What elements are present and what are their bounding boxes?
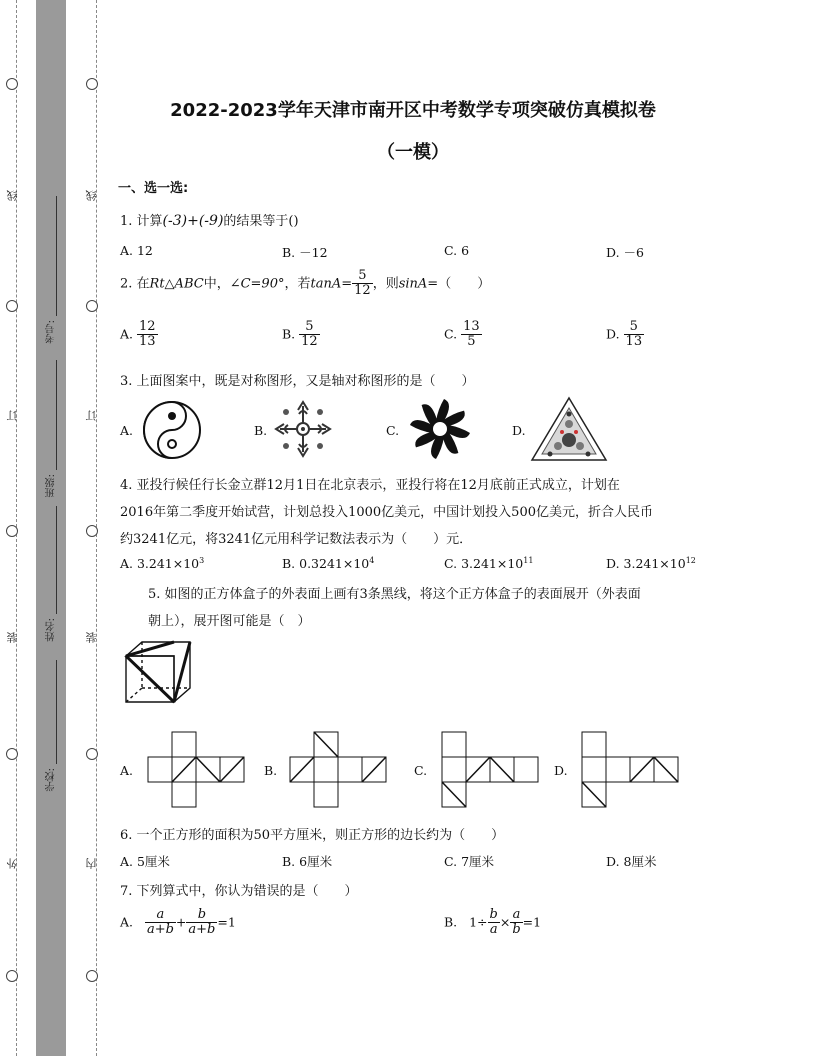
q2-sin: sinA=: [398, 276, 439, 292]
frac-num: 13: [463, 319, 480, 334]
section-heading: 一、选一选:: [118, 181, 189, 196]
q1-option-d: D. －6: [606, 245, 644, 260]
equals: =1: [217, 914, 236, 930]
floral-cross-figure: [270, 398, 336, 460]
binding-hole: [6, 525, 18, 537]
page-subtitle: （一模）: [377, 142, 449, 163]
equals: =1: [522, 914, 542, 930]
frac-den: a: [489, 922, 498, 938]
field-label-name: 姓名:: [46, 618, 57, 642]
q7-option-a: [120, 908, 236, 938]
q6-option-c: C. 7厘米: [444, 854, 495, 869]
opt-exponent: 3: [199, 556, 205, 565]
opt-fraction: [186, 908, 217, 938]
binding-hole: [86, 78, 98, 90]
q3-label-a: A.: [120, 423, 134, 438]
q5-label-c: C.: [414, 763, 428, 778]
q2-tan: tanA=: [310, 276, 353, 292]
binding-hole: [86, 970, 98, 982]
q2-text-c: ，若: [284, 276, 311, 292]
q3-label-b: B.: [254, 423, 268, 438]
field-label-school: 学校:: [46, 768, 57, 792]
outer-char-wai: 外: [6, 858, 19, 869]
field-label-class: 班级:: [46, 474, 57, 498]
q3-label-d: D.: [512, 423, 526, 438]
q2-triangle: Rt△ABC: [149, 276, 204, 292]
opt-fraction: [510, 908, 522, 938]
binding-hole: [6, 300, 18, 312]
frac-den: 13: [139, 334, 156, 350]
cube-figure: [124, 640, 194, 706]
opt-text: D. 3.241×10: [606, 556, 686, 572]
cube-net-c: [440, 730, 544, 808]
q6-option-a: A. 5厘米: [120, 854, 170, 869]
page-title: 2022-2023学年天津市南开区中考数学专项突破仿真模拟卷: [170, 100, 656, 121]
q4-line-3: 约3241亿元，将3241亿元用科学记数法表示为（ ）元．: [120, 532, 473, 547]
q4-option-c: [444, 556, 533, 571]
frac-num: 5: [624, 320, 645, 335]
q2-text-e: （ ）: [438, 276, 491, 292]
q2-option-a: [120, 320, 158, 350]
opt-exponent: 12: [685, 556, 696, 565]
exam-content: [118, 0, 708, 1056]
inner-char-ding: 订: [85, 410, 98, 421]
q1-prefix: 1. 计算: [120, 214, 163, 229]
binding-hole: [86, 300, 98, 312]
q6-option-b: B. 6厘米: [282, 854, 333, 869]
opt-label: B.: [444, 914, 458, 930]
q7-stem: 7. 下列算式中，你认为错误的是（ ）: [120, 884, 358, 899]
q2-text-b: 中，: [203, 276, 230, 292]
q5-line-1: 5. 如图的正方体盒子的外表面上画有3条黑线，将这个正方体盒子的表面展开（外表面: [148, 587, 641, 602]
q1-option-b: B. －12: [282, 245, 328, 260]
plus-sign: +: [175, 914, 187, 930]
opt-exponent: 11: [523, 556, 534, 565]
inner-char-zhuang: 装: [85, 632, 98, 643]
opt-label: D.: [606, 326, 620, 342]
q2-text-a: 2. 在: [120, 276, 150, 292]
binding-hole: [86, 748, 98, 760]
inner-char-xian: 线: [85, 190, 98, 201]
field-line-school: [56, 660, 57, 764]
binding-hole: [6, 970, 18, 982]
opt-fraction: [137, 320, 158, 350]
cube-net-a: [146, 730, 250, 808]
binding-margin: [0, 0, 110, 1056]
opt-label: B.: [282, 326, 296, 342]
q1-option-c: C. 6: [444, 243, 470, 258]
frac-den: 12: [354, 283, 371, 299]
q2-option-d: [606, 320, 644, 350]
q4-option-a: [120, 556, 204, 571]
q2-tan-fraction: [352, 269, 373, 299]
opt-label: A.: [120, 326, 134, 342]
q7-option-b: [444, 908, 541, 938]
opt-fraction: [624, 320, 645, 350]
triangle-pattern-figure: [530, 396, 608, 462]
q4-line-2: 2016年第二季度开始试营，计划总投入1000亿美元，中国计划投入500亿美元，折合人民币: [120, 505, 653, 520]
outer-char-zhuang: 装: [6, 632, 19, 643]
q1-expression: (-3)+(-9): [162, 213, 224, 229]
opt-fraction: [461, 320, 482, 350]
q1-suffix: 的结果等于(): [223, 214, 299, 229]
q5-label-b: B.: [264, 763, 278, 778]
frac-num: b: [489, 907, 498, 922]
frac-num: a: [145, 908, 176, 923]
q4-option-d: [606, 556, 696, 571]
times-sign: ×: [499, 914, 511, 930]
q2-stem: [120, 269, 490, 299]
q3-stem: 3. 上面图案中，既是对称图形，又是轴对称图形的是（ ）: [120, 374, 475, 389]
frac-den: 5: [467, 334, 476, 350]
binding-hole: [86, 525, 98, 537]
field-line-exam-number: [56, 196, 57, 316]
frac-den: a+b: [188, 922, 216, 938]
inner-char-nei: 内: [85, 858, 98, 869]
opt-fraction: [299, 320, 320, 350]
opt-text: C. 3.241×10: [444, 556, 524, 572]
opt-text: A. 3.241×10: [120, 556, 200, 572]
yin-yang-figure: [140, 400, 204, 460]
opt-text: B. 0.3241×10: [282, 556, 370, 572]
binding-hole: [6, 748, 18, 760]
q5-label-d: D.: [554, 763, 568, 778]
q3-label-c: C.: [386, 423, 400, 438]
q2-angle: ∠C=90°: [229, 276, 285, 292]
outer-char-ding: 订: [6, 410, 19, 421]
frac-den: 12: [301, 334, 318, 350]
divide-prefix: 1÷: [469, 914, 488, 930]
frac-num: 5: [299, 320, 320, 335]
cube-net-b: [288, 730, 392, 808]
frac-num: a: [510, 908, 522, 923]
q5-line-2: 朝上），展开图可能是（ ）: [148, 614, 311, 629]
q6-stem: 6. 一个正方形的面积为50平方厘米，则正方形的边长约为（ ）: [120, 828, 505, 843]
opt-fraction: [145, 908, 176, 938]
opt-exponent: 4: [369, 556, 375, 565]
field-line-class: [56, 360, 57, 470]
frac-den: b: [512, 922, 521, 938]
q4-line-1: 4. 亚投行候任行长金立群12月1日在北京表示，亚投行将在12月底前正式成立，计划在: [120, 478, 620, 493]
frac-num: 12: [139, 319, 156, 334]
opt-label: C.: [444, 326, 458, 342]
q6-option-d: D. 8厘米: [606, 854, 657, 869]
q2-text-d: ，则: [372, 276, 399, 292]
opt-fraction: [488, 908, 500, 938]
outer-char-xian: 线: [6, 190, 19, 201]
opt-label: A.: [120, 914, 134, 930]
binding-gray-bar: [36, 0, 66, 1056]
q5-label-a: A.: [120, 763, 134, 778]
binding-hole: [6, 78, 18, 90]
q2-option-c: [444, 320, 482, 350]
pinwheel-figure: [404, 396, 476, 462]
field-line-name: [56, 506, 57, 614]
field-label-exam-number: 考号:: [46, 320, 57, 344]
q1-stem: [120, 210, 299, 229]
cube-net-d: [580, 730, 684, 808]
frac-den: 13: [625, 334, 643, 350]
frac-num: b: [186, 908, 217, 923]
frac-den: a+b: [146, 922, 174, 938]
q1-option-a: A. 12: [120, 243, 153, 258]
q4-option-b: [282, 556, 374, 571]
q2-option-b: [282, 320, 320, 350]
frac-num: 5: [352, 269, 373, 284]
